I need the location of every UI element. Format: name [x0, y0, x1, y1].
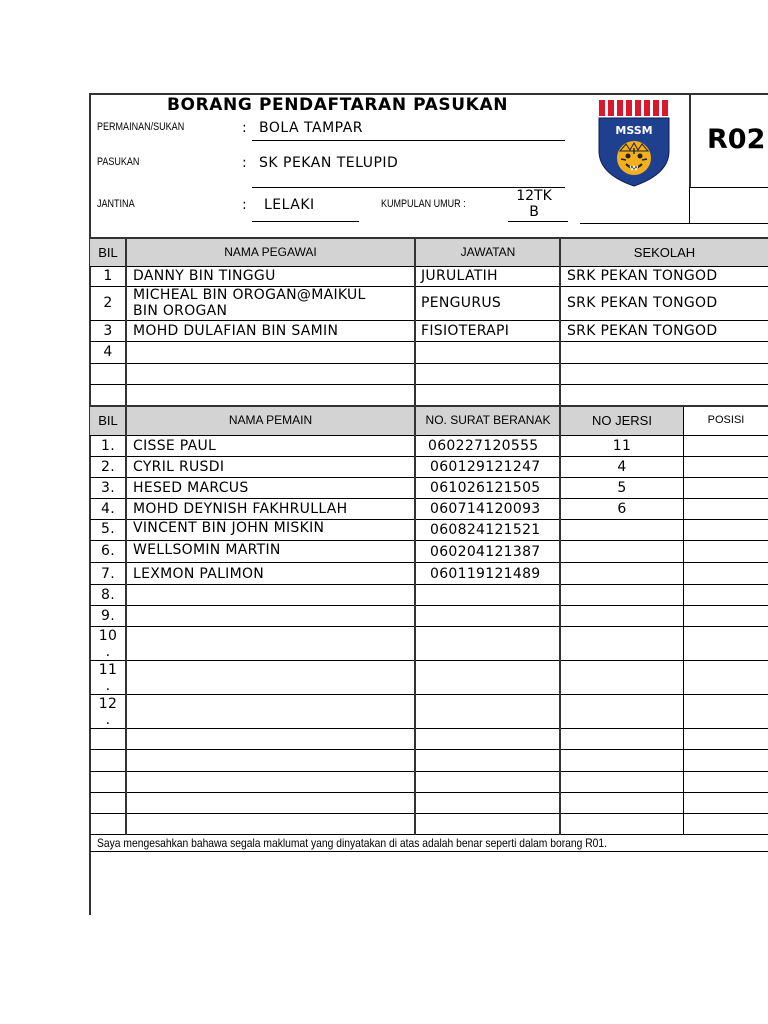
players-row-line [90, 771, 768, 772]
official-nama-3: MOHD DULAFIAN BIN SAMIN [133, 323, 339, 339]
player-bil-12 [91, 696, 125, 728]
officials-header-sekolah: SEKOLAH [633, 245, 696, 260]
officials-header-bil: BIL [98, 245, 118, 260]
players-top-border [90, 405, 768, 407]
player-bil-6: 6. [101, 543, 115, 559]
player-bil-11-b: . [105, 678, 111, 694]
official-nama-1: DANNY BIN TINGGU [133, 268, 276, 284]
player-bil-4: 4. [101, 501, 115, 517]
kumpulan-value [508, 188, 560, 220]
jantina-value: LELAKI [264, 197, 315, 213]
players-header-bottom [90, 435, 768, 436]
official-jawatan-3: FISIOTERAPI [421, 323, 510, 339]
player-surat-4: 060714120093 [430, 501, 541, 517]
code-box-bottom [689, 187, 768, 188]
player-jersi-1: 11 [612, 438, 632, 454]
permainan-underline [252, 140, 565, 141]
permainan-label: PERMAINAN/SUKAN [97, 121, 185, 133]
players-row-line [90, 477, 768, 478]
players-row-line [90, 834, 768, 835]
officials-col-line-3 [559, 239, 561, 407]
player-jersi-3: 5 [617, 480, 627, 496]
players-row-line [90, 749, 768, 750]
player-bil-8: 8. [101, 587, 115, 603]
officials-row-line-5 [90, 384, 768, 385]
officials-col-line-1 [125, 239, 127, 407]
player-bil-10-a: 10 [98, 628, 118, 644]
player-nama-5: VINCENT BIN JOHN MISKIN [133, 520, 325, 536]
pasukan-label: PASUKAN [97, 156, 140, 168]
mssm-logo [596, 96, 674, 188]
players-row-line [90, 660, 768, 661]
player-nama-2: CYRIL RUSDI [133, 459, 225, 475]
player-bil-9: 9. [101, 608, 115, 624]
official-sekolah-1: SRK PEKAN TONGOD [567, 268, 718, 284]
official-bil-3: 3 [103, 323, 113, 339]
official-bil-4: 4 [103, 344, 113, 360]
players-row-line [90, 562, 768, 563]
player-nama-1: CISSE PAUL [133, 438, 217, 454]
kumpulan-value-line1: 12TK [516, 188, 552, 204]
official-jawatan-1: JURULATIH [421, 268, 498, 284]
player-bil-3: 3. [101, 480, 115, 496]
players-row-line [90, 792, 768, 793]
declaration-bottom-line [90, 851, 768, 852]
players-header-jersi: NO JERSI [592, 413, 652, 428]
jantina-label: JANTINA [97, 198, 135, 210]
player-bil-10 [91, 628, 125, 660]
official-nama-2 [133, 287, 366, 319]
pasukan-value: SK PEKAN TELUPID [259, 155, 399, 171]
players-header-posisi: POSISI [707, 414, 745, 426]
official-nama-2-line1: MICHEAL BIN OROGAN@MAIKUL [133, 287, 366, 303]
officials-header-jawatan: JAWATAN [460, 245, 516, 259]
player-surat-3: 061026121505 [430, 480, 541, 496]
player-bil-11-a: 11 [98, 662, 118, 678]
officials-row-line-3 [90, 341, 768, 342]
player-bil-12-a: 12 [98, 696, 118, 712]
jantina-underline [252, 221, 359, 222]
players-row-line [90, 728, 768, 729]
player-jersi-4: 6 [617, 501, 627, 517]
player-jersi-2: 4 [617, 459, 627, 475]
players-col-line-2 [414, 407, 416, 835]
code-box-left-lower [689, 187, 690, 223]
players-header-bil: BIL [98, 413, 118, 428]
players-header-nama: NAMA PEMAIN [228, 413, 313, 427]
players-col-line-4 [683, 407, 684, 835]
officials-row-line-4 [90, 363, 768, 364]
pasukan-colon: : [242, 155, 248, 171]
players-row-line [90, 540, 768, 541]
players-row-line [90, 456, 768, 457]
player-bil-7: 7. [101, 566, 115, 582]
officials-row-line-2 [90, 320, 768, 321]
player-bil-5: 5. [101, 521, 115, 537]
header-right-underline [580, 223, 768, 224]
jantina-colon: : [242, 197, 248, 213]
form-code: R02 [707, 124, 766, 155]
player-bil-10-b: . [105, 644, 111, 660]
code-box-left [689, 93, 691, 187]
players-header-surat: NO. SURAT BERANAK [425, 413, 551, 427]
player-nama-7: LEXMON PALIMON [133, 566, 265, 582]
official-nama-2-line2: BIN OROGAN [133, 303, 228, 319]
player-surat-1: 060227120555 [428, 438, 539, 454]
player-nama-6: WELLSOMIN MARTIN [133, 542, 281, 558]
form-title: BORANG PENDAFTARAN PASUKAN [167, 95, 509, 115]
official-bil-1: 1 [103, 268, 113, 284]
player-surat-6: 060204121387 [430, 544, 541, 560]
official-bil-2: 2 [103, 295, 113, 311]
official-sekolah-3: SRK PEKAN TONGOD [567, 323, 718, 339]
players-row-line [90, 605, 768, 606]
player-surat-7: 060119121489 [430, 566, 541, 582]
player-bil-11 [91, 662, 125, 694]
svg-text:MSSM: MSSM [615, 124, 653, 137]
player-bil-2: 2. [101, 459, 115, 475]
kumpulan-underline [508, 221, 568, 222]
players-row-line [90, 813, 768, 814]
player-nama-3: HESED MARCUS [133, 480, 249, 496]
player-bil-1: 1. [101, 438, 115, 454]
kumpulan-value-line2: B [529, 204, 539, 220]
permainan-value: BOLA TAMPAR [259, 120, 363, 136]
official-sekolah-2: SRK PEKAN TONGOD [567, 295, 718, 311]
officials-top-border [90, 237, 768, 239]
players-row-line [90, 584, 768, 585]
players-row-line [90, 694, 768, 695]
declaration-text: Saya mengesahkan bahawa segala maklumat yang dinyatakan di atas adalah benar seperti dalam borang R01. [97, 836, 608, 850]
players-row-line [90, 626, 768, 627]
players-col-line-1 [125, 407, 127, 835]
officials-col-line-2 [414, 239, 416, 407]
official-jawatan-2: PENGURUS [421, 295, 502, 311]
player-surat-5: 060824121521 [430, 522, 541, 538]
officials-header-nama: NAMA PEGAWAI [224, 245, 317, 259]
kumpulan-label: KUMPULAN UMUR : [381, 198, 466, 210]
player-nama-4: MOHD DEYNISH FAKHRULLAH [133, 501, 348, 517]
player-bil-12-b: . [105, 712, 111, 728]
player-surat-2: 060129121247 [430, 459, 541, 475]
permainan-colon: : [242, 120, 248, 136]
players-row-line [90, 498, 768, 499]
officials-header-bottom [90, 266, 768, 267]
